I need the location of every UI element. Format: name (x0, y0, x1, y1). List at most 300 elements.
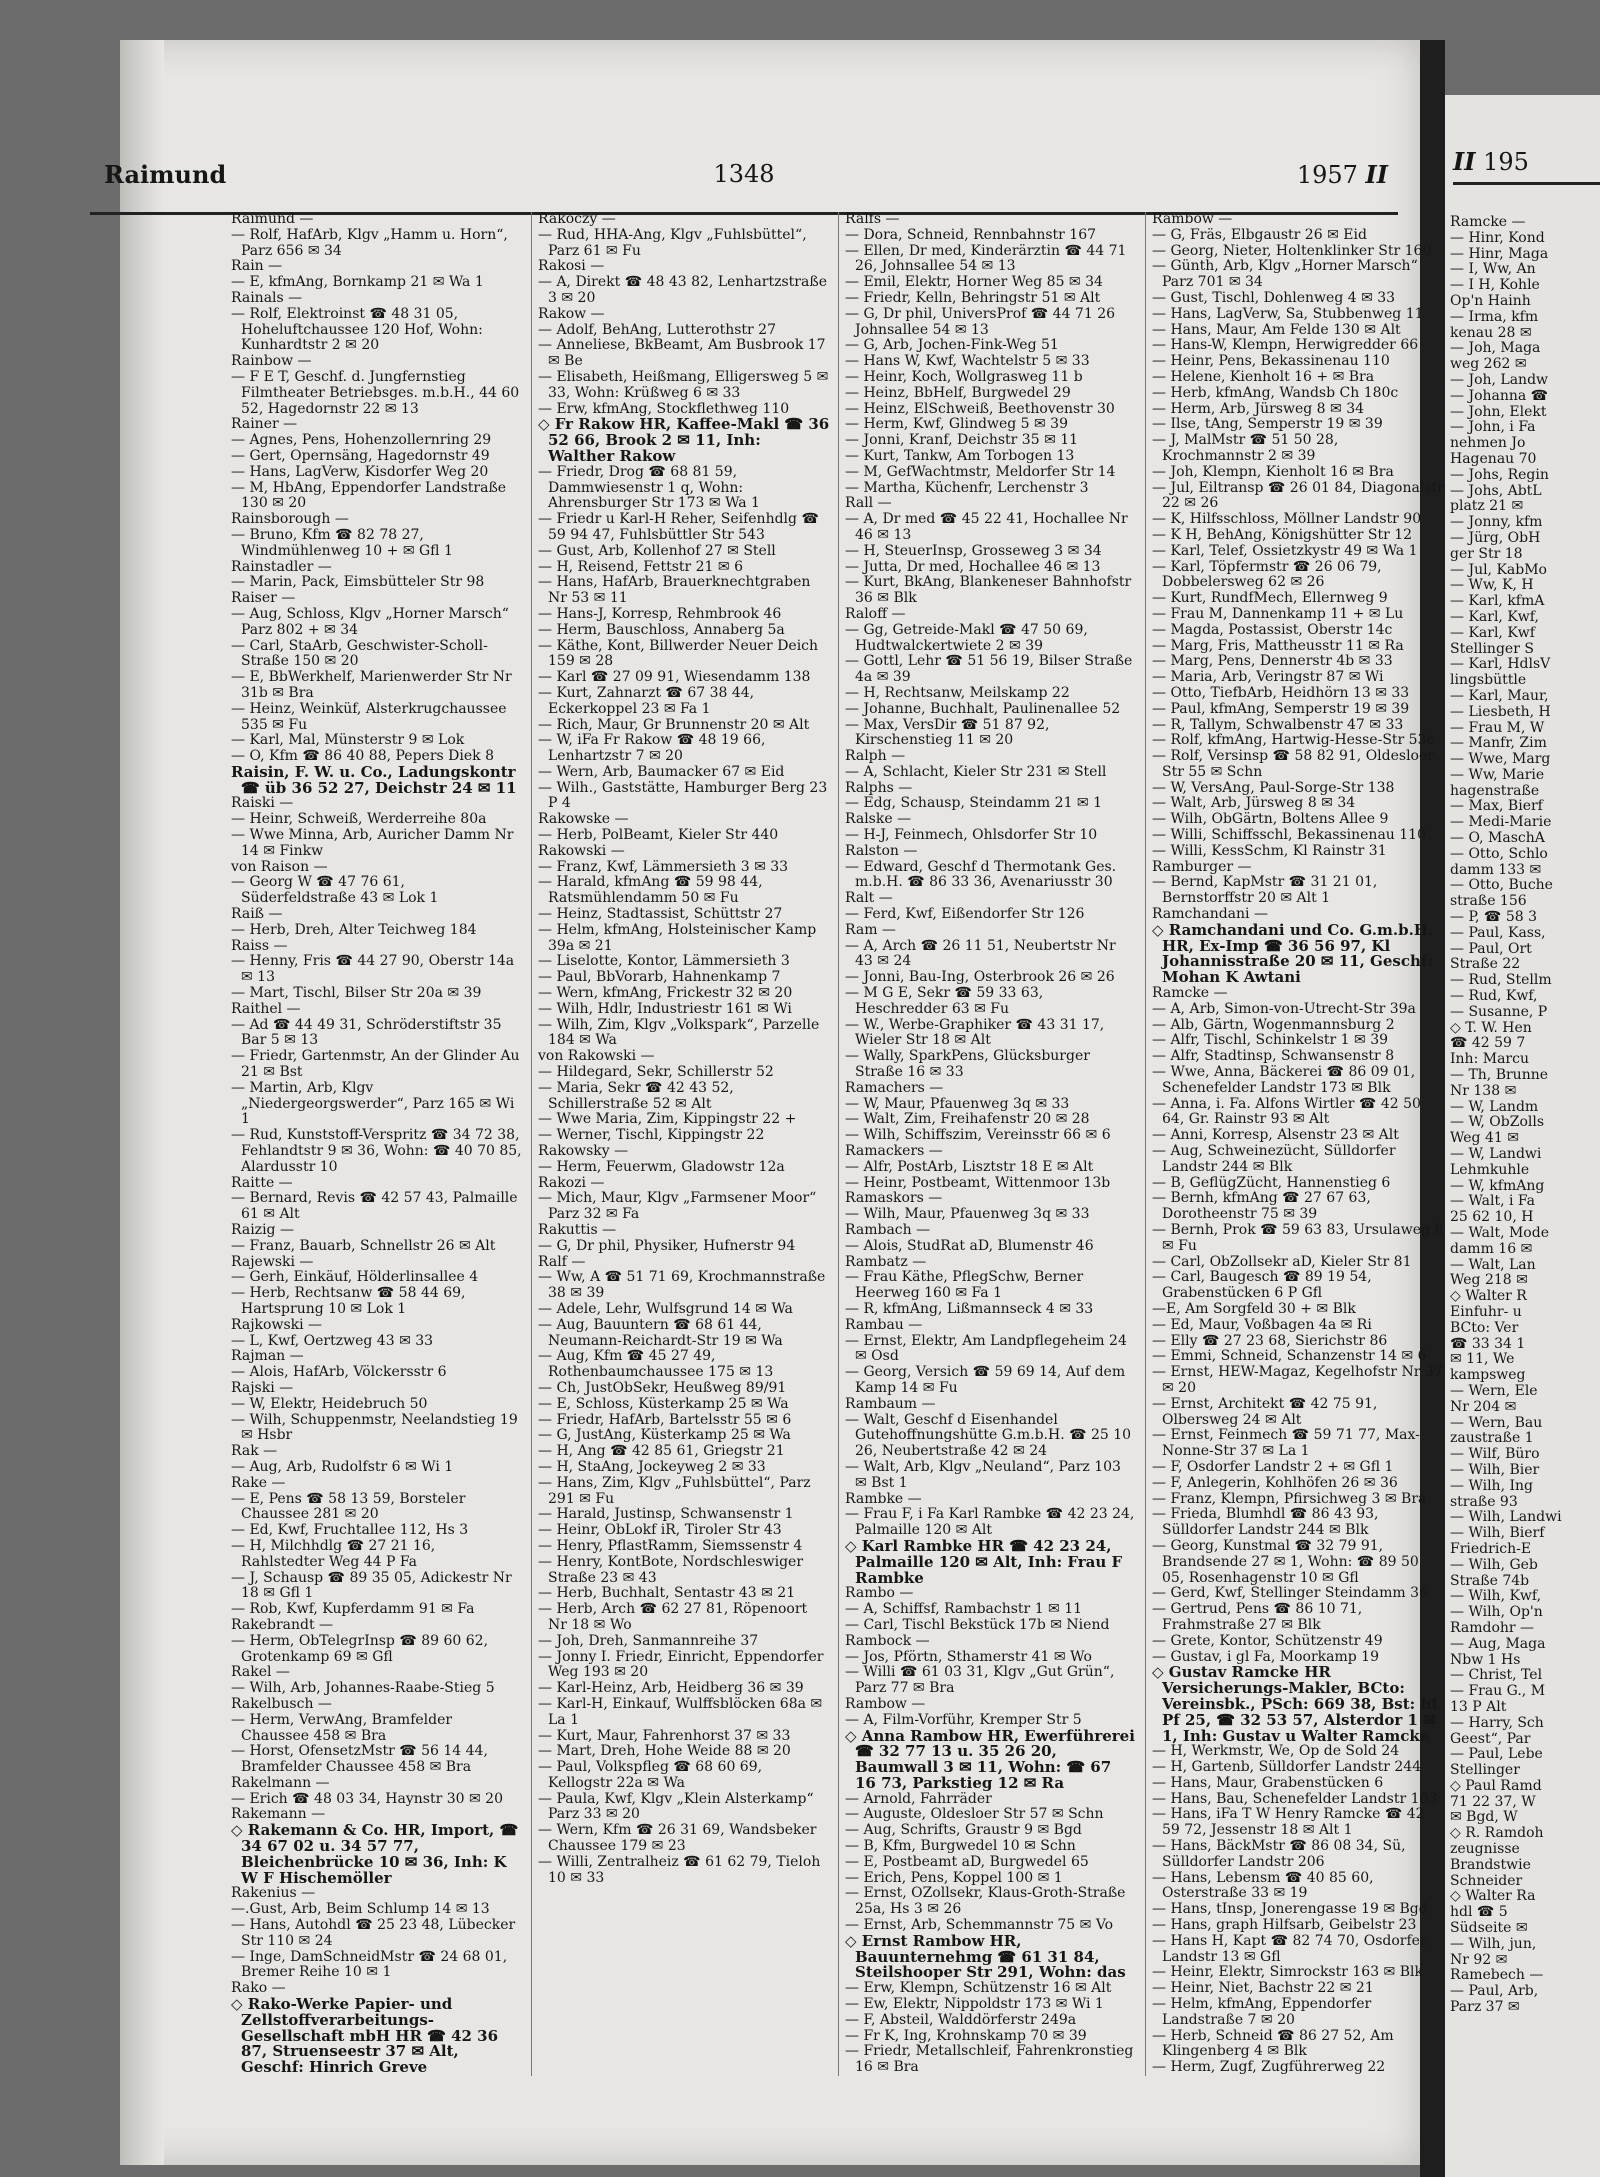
directory-entry: — Friedr, Gartenmstr, An der Glinder Au 21 ✉ Bst (231, 1048, 520, 1081)
directory-entry: Ramaskors — (845, 1190, 943, 1207)
directory-entry: — Heinr, Pens, Bekassinenau 110 (1152, 353, 1390, 370)
next-page-entry: ◇ Walter Ra (1450, 1888, 1536, 1905)
directory-entry: — Georg, Versich ☎ 59 69 14, Auf dem Kamp 14 ✉ Fu (845, 1364, 1126, 1396)
directory-entry: — Herb, Schneid ☎ 86 27 52, Am Klingenberg 4 ✉ Blk (1152, 2027, 1394, 2060)
directory-entry: — Ernst, Arb, Schemmannstr 75 ✉ Vo (845, 1917, 1114, 1934)
next-page-entry: Weg 41 ✉ (1450, 1130, 1519, 1147)
directory-entry: — Werner, Tischl, Kippingstr 22 (538, 1127, 765, 1144)
directory-entry: — Wilh, Schiffszim, Vereinsstr 66 ✉ 6 (845, 1127, 1111, 1144)
directory-entry: ◇ Karl Rambke HR ☎ 42 23 24, Palmaille 120 ✉ Alt, Inh: Frau F Rambke (845, 1536, 1123, 1587)
directory-entry: — Wilh, Maur, Pfauenweg 3q ✉ 33 (845, 1206, 1090, 1223)
directory-entry: — Hans, graph Hilfsarb, Geibelstr 23 (1152, 1917, 1417, 1934)
directory-entry: — Hans, LagVerw, Sa, Stubbenweg 11 (1152, 305, 1424, 322)
directory-entry: — Ernst, Elektr, Am Landpflegeheim 24 ✉ Osd (845, 1332, 1127, 1365)
next-page-entry: — Wwe, Marg (1450, 751, 1551, 768)
page-year: 1957 (1296, 161, 1358, 189)
directory-entry: — Karl-Heinz, Arb, Heidberg 36 ✉ 39 (538, 1680, 804, 1697)
directory-entry: — H, Milchhdlg ☎ 27 21 16, Rahlstedter Weg 44 P Fa (231, 1537, 436, 1570)
directory-entry: — Walt, Arb, Jürsweg 8 ✉ 34 (1152, 795, 1356, 812)
directory-entry: — Elisabeth, Heißmang, Elligersweg 5 ✉ 33, Wohn: Krüßweg 6 ✉ 33 (538, 368, 829, 401)
directory-entry: ◇ Ernst Rambow HR, Bauunternehmg ☎ 61 31 84, Steilshooper Str 291, Wohn: das (845, 1931, 1126, 1982)
directory-entry: — Ed, Kwf, Fruchtallee 112, Hs 3 (231, 1522, 469, 1539)
directory-entry: Rakel — (231, 1664, 290, 1681)
directory-entry: — Gust, Tischl, Dohlenweg 4 ✉ 33 (1152, 289, 1396, 306)
directory-entry: — Herb, Dreh, Alter Teichweg 184 (231, 921, 477, 938)
directory-entry: — Herb, PolBeamt, Kieler Str 440 (538, 827, 779, 844)
running-head: Raimund (104, 160, 227, 189)
next-page-entry: — Wern, Bau (1450, 1414, 1543, 1431)
next-page-entry: Nr 204 ✉ (1450, 1398, 1517, 1415)
page-number: 1348 (713, 160, 775, 188)
directory-entry: — A, Dr med ☎ 45 22 41, Hochallee Nr 46 ✉ 13 (845, 511, 1128, 543)
next-page-entry: — I H, Kohle (1450, 277, 1540, 294)
directory-entry: Ralston — (845, 842, 918, 859)
directory-entry: — M G E, Sekr ☎ 59 33 63, Heschredder 63 ✉ Fu (845, 985, 1044, 1017)
directory-entry: — Harald, Justinsp, Schwansenstr 1 (538, 1506, 794, 1523)
next-page-entry: 25 62 10, H (1450, 1209, 1534, 1226)
directory-entry: — Willi, Zentralheiz ☎ 61 62 79, Tieloh 10 ✉ 33 (538, 1853, 821, 1886)
next-page-entry: — Paul, Arb, (1450, 1983, 1539, 2000)
next-page-entry: damm 133 ✉ (1450, 861, 1542, 878)
directory-entry: — Elly ☎ 27 23 68, Sierichstr 86 (1152, 1332, 1388, 1349)
directory-entry: Rajewski — (231, 1253, 314, 1270)
directory-entry: — Ellen, Dr med, Kinderärztin ☎ 44 71 26, Johnsallee 54 ✉ 13 (845, 242, 1127, 275)
next-page-entry: — Hinr, Kond (1450, 229, 1545, 246)
directory-entry: — Paul, kfmAng, Semperstr 19 ✉ 39 (1152, 700, 1410, 717)
directory-entry: Ralfs — (845, 211, 900, 227)
directory-entry: — Heinr, Schweiß, Werderreihe 80a (231, 811, 487, 828)
directory-entry: — Hans W, Kwf, Wachtelstr 5 ✉ 33 (845, 353, 1090, 370)
directory-entry: Rajman — (231, 1348, 304, 1365)
directory-entry: — Wilh, ObGärtn, Boltens Allee 9 (1152, 811, 1389, 828)
directory-entry: — Heinz, BbHelf, Burgwedel 29 (845, 384, 1071, 401)
next-page-edge (1445, 95, 1600, 2177)
next-page-entry: nehmen Jo (1450, 435, 1526, 452)
next-page-entry: straße 93 (1450, 1493, 1518, 1510)
directory-entry: Ramachers — (845, 1079, 944, 1096)
directory-entry: Rajski — (231, 1379, 294, 1396)
directory-entry: — Grete, Kontor, Schützenstr 49 (1152, 1632, 1383, 1649)
directory-entry: — Harald, kfmAng ☎ 59 98 44, Ratsmühlendamm 50 ✉ Fu (538, 874, 763, 907)
directory-entry: Rambo — (845, 1585, 914, 1602)
directory-entry: — Ernst, OZollsekr, Klaus-Groth-Straße 25a, Hs 3 ✉ 26 (845, 1885, 1126, 1918)
directory-entry: — Wern, Kfm ☎ 26 31 69, Wandsbeker Chaussee 179 ✉ 23 (538, 1822, 817, 1855)
directory-entry: — Inge, DamSchneidMstr ☎ 24 68 01, Bremer Reihe 10 ✉ 1 (231, 1948, 508, 1981)
next-page-entry: Straße 74b (1450, 1572, 1530, 1589)
directory-entry: Ramcke — (1152, 985, 1228, 1002)
directory-entry: Rajkowski — (231, 1316, 323, 1333)
next-page-entry: — Ww, K, H (1450, 577, 1534, 594)
directory-entry: Rak — (231, 1443, 278, 1460)
directory-entry: — Johanne, Buchhalt, Paulinenallee 52 (845, 700, 1121, 717)
directory-columns (225, 212, 1444, 2076)
next-page-entry: ☎ 33 34 1 (1450, 1335, 1526, 1352)
directory-entry: — B, GeflügZücht, Hannenstieg 6 (1152, 1174, 1391, 1191)
directory-entry: — L, Kwf, Oertzweg 43 ✉ 33 (231, 1332, 434, 1349)
directory-entry: — Helm, kfmAng, Eppendorfer Landstraße 7 ✉ 20 (1152, 1996, 1372, 2028)
next-page-entry: — Wilf, Büro (1450, 1446, 1540, 1463)
directory-entry: Ralt — (845, 890, 893, 907)
directory-entry: — Herm, Feuerwm, Gladowstr 12a (538, 1158, 785, 1175)
directory-entry: — Hans, tInsp, Jonerengasse 19 ✉ Bgd (1152, 1901, 1428, 1918)
directory-column-1 (225, 212, 523, 2076)
directory-entry: — Marin, Pack, Eimsbütteler Str 98 (231, 574, 485, 591)
next-page-entry: — Rud, Stellm (1450, 972, 1552, 989)
next-page-entry: Inh: Marcu (1450, 1051, 1529, 1068)
directory-entry: — Ew, Elektr, Nippoldstr 173 ✉ Wi 1 (845, 1996, 1104, 2013)
directory-column-4 (1145, 212, 1444, 2076)
next-page-entry: — Manfr, Zim (1450, 735, 1547, 752)
directory-entry: — Wilh, Schuppenmstr, Neelandstieg 19 ✉ Hsbr (231, 1411, 518, 1444)
directory-entry: — Helene, Kienholt 16 + ✉ Bra (1152, 368, 1375, 385)
directory-entry: Raithel — (231, 1000, 301, 1017)
directory-entry: — Carl, ObZollsekr aD, Kieler Str 81 (1152, 1253, 1412, 1270)
directory-entry: Rainsborough — (231, 511, 349, 528)
next-page-entry: — Wilh, Kwf, (1450, 1588, 1542, 1605)
directory-entry: — Alois, StudRat aD, Blumenstr 46 (845, 1237, 1094, 1254)
directory-entry: — Erich, Pens, Koppel 100 ✉ 1 (845, 1869, 1063, 1886)
directory-entry: — Herm, ObTelegrInsp ☎ 89 60 62, Grotenkamp 69 ✉ Gfl (231, 1632, 489, 1665)
directory-entry: — Rolf, Versinsp ☎ 58 82 91, Oldesloer Str 55 ✉ Schn (1152, 748, 1434, 780)
directory-entry: — Frau M, Dannenkamp 11 + ✉ Lu (1152, 605, 1404, 622)
next-page-entry: ☎ 42 59 7 (1450, 1035, 1526, 1052)
directory-entry: — M, HbAng, Eppendorfer Landstraße 130 ✉ 20 (231, 479, 507, 512)
directory-entry: — Herm, VerwAng, Bramfelder Chaussee 458 ✉ Bra (231, 1711, 453, 1744)
directory-entry: ◇ Rako-Werke Papier- und Zellstoffverarbeitungs-Gesellschaft mbH HR ☎ 42 36 87, Struenseestr 37 ✉ Alt, Geschf: Hinrich Greve (231, 1995, 499, 2077)
directory-entry: — Willi, KessSchm, Kl Rainstr 31 (1152, 842, 1387, 859)
directory-entry: — Heinz, Weinküf, Alsterkrugchaussee 535 ✉ Fu (231, 700, 507, 733)
directory-entry: — Anni, Korresp, Alsenstr 23 ✉ Alt (1152, 1127, 1399, 1144)
directory-entry: — Hans, Maur, Grabenstücken 6 (1152, 1774, 1384, 1791)
directory-entry: Rakelbusch — (231, 1695, 332, 1712)
directory-entry: — Edward, Geschf d Thermotank Ges. m.b.H. ☎ 86 33 36, Avenariusstr 30 (845, 858, 1117, 891)
next-page-entry: — Medi-Marie (1450, 814, 1552, 831)
next-page-entry: Op'n Hainh (1450, 292, 1531, 309)
directory-entry: — Herb, kfmAng, Wandsb Ch 180c (1152, 384, 1399, 401)
next-page-entry: Friedrich-E (1450, 1540, 1532, 1557)
directory-entry: — Jul, Eiltransp ☎ 26 01 84, Diagonalstr 22 ✉ 26 (1152, 479, 1444, 512)
directory-entry: — Kurt, Maur, Fahrenhorst 37 ✉ 33 (538, 1727, 791, 1744)
directory-entry: — Paul, Volkspfleg ☎ 68 60 69, Kellogstr 22a ✉ Wa (538, 1759, 763, 1791)
next-page-entry: Nbw 1 Hs (1450, 1651, 1521, 1668)
directory-entry: — Hans, Maur, Am Felde 130 ✉ Alt (1152, 321, 1401, 338)
directory-entry: Rainer — (231, 416, 298, 433)
next-page-entry: Parz 37 ✉ (1450, 1999, 1520, 2016)
next-page-entry: — W, ObZolls (1450, 1114, 1545, 1131)
next-page-entry: — Wilh, Ing (1450, 1477, 1533, 1494)
directory-entry: — Edg, Schausp, Steindamm 21 ✉ 1 (845, 795, 1103, 812)
directory-entry: — Herb, Buchhalt, Sentastr 43 ✉ 21 (538, 1585, 796, 1602)
directory-entry: — Ch, JustObSekr, Heußweg 89/91 (538, 1379, 787, 1396)
next-page-entry: kenau 28 ✉ (1450, 324, 1532, 341)
directory-entry: — Walt, Geschf d Eisenhandel Gutehoffnungshütte G.m.b.H. ☎ 25 10 26, Neubertstraße 42 ✉ 24 (845, 1411, 1132, 1460)
next-page-entry: Lehmkuhle (1450, 1161, 1530, 1178)
next-page-entry: — Frau M, W (1450, 719, 1545, 736)
directory-entry: — Frieda, Blumhdl ☎ 86 43 93, Sülldorfer Landstr 244 ✉ Blk (1152, 1506, 1379, 1539)
directory-entry: — G, Arb, Jochen-Fink-Weg 51 (845, 337, 1059, 354)
directory-entry: — H, SteuerInsp, Grosseweg 3 ✉ 34 (845, 542, 1102, 559)
directory-entry: — Walt, Arb, Klgv „Neuland“, Parz 103 ✉ Bst 1 (845, 1458, 1121, 1491)
directory-entry: — Ad ☎ 44 49 31, Schröderstiftstr 35 Bar 5 ✉ 13 (231, 1016, 502, 1049)
directory-entry: Rakemann — (231, 1806, 326, 1823)
next-page-entry: Schneider (1450, 1872, 1523, 1889)
next-page-entry: — P, ☎ 58 3 (1450, 909, 1537, 926)
next-page-entry: Nr 92 ✉ (1450, 1951, 1508, 1968)
directory-entry: Raiser — (231, 590, 296, 607)
directory-entry: — Paula, Kwf, Klgv „Klein Alsterkamp“ Parz 33 ✉ 20 (538, 1790, 814, 1823)
next-page-entry: — Karl, Kwf, (1450, 608, 1539, 625)
next-page-entry: ◇ Paul Ramd (1450, 1777, 1542, 1794)
directory-entry: — A, Direkt ☎ 48 43 82, Lenhartzstraße 3 ✉ 20 (538, 274, 827, 306)
directory-entry: — Rud, Kunststoff-Verspritz ☎ 34 72 38, Fehlandtstr 9 ✉ 36, Wohn: ☎ 40 70 85, Alardusstr 10 (231, 1127, 522, 1175)
directory-entry: Rako — (231, 1980, 286, 1997)
directory-entry: — Karl, Töpfermstr ☎ 26 06 79, Dobbelersweg 62 ✉ 26 (1152, 558, 1382, 591)
directory-entry: Rakebrandt — (231, 1616, 334, 1633)
next-page-entry: — Jürg, ObH (1450, 529, 1541, 546)
directory-entry: — H, Gartenb, Sülldorfer Landstr 244 (1152, 1759, 1422, 1776)
directory-entry: — Paul, BbVorarb, Hahnenkamp 7 (538, 969, 781, 986)
directory-entry: — Kurt, RundfMech, Ellernweg 9 (1152, 590, 1388, 607)
directory-entry: — Henry, KontBote, Nordschleswiger Straße 23 ✉ 43 (538, 1553, 804, 1586)
directory-entry: — H, StaAng, Jockeyweg 2 ✉ 33 (538, 1458, 766, 1475)
directory-entry: — Emmi, Schneid, Schanzenstr 14 ✉ 6 (1152, 1348, 1427, 1365)
directory-entry: — Herm, Bauschloss, Annaberg 5a (538, 621, 785, 638)
directory-entry: Rakozi — (538, 1174, 605, 1191)
directory-entry: — Karl, Mal, Münsterstr 9 ✉ Lok (231, 732, 465, 749)
directory-entry: — Ernst, Architekt ☎ 42 75 91, Olbersweg 24 ✉ Alt (1152, 1395, 1378, 1428)
directory-entry: Ralph — (845, 748, 906, 765)
directory-entry: — G, Dr phil, UniversProf ☎ 44 71 26 Johnsallee 54 ✉ 13 (845, 305, 1116, 338)
directory-entry: — Friedr, Metallschleif, Fahrenkronstieg 16 ✉ Bra (845, 2043, 1134, 2076)
directory-entry: Rainstadler — (231, 558, 332, 575)
directory-entry: — Gertrud, Pens ☎ 86 10 71, Frahmstraße 27 ✉ Blk (1152, 1601, 1363, 1633)
directory-entry: — K, Hilfsschloss, Möllner Landstr 90 (1152, 511, 1422, 528)
directory-entry: — Heinr, Elektr, Simrockstr 163 ✉ Blk (1152, 1964, 1423, 1981)
directory-entry: Rakosi — (538, 258, 605, 275)
directory-entry: — Heinz, Stadtassist, Schüttstr 27 (538, 906, 783, 923)
directory-entry: Rakow — (538, 305, 605, 322)
directory-entry: — Rich, Maur, Gr Brunnenstr 20 ✉ Alt (538, 716, 810, 733)
directory-entry: — W, Maur, Pfauenweg 3q ✉ 33 (845, 1095, 1070, 1112)
directory-entry: — Henry, PflastRamm, Siemssenstr 4 (538, 1537, 803, 1554)
next-page-entry: — Th, Brunne (1450, 1067, 1549, 1084)
directory-entry: — Carl, Tischl Bekstück 17b ✉ Niend (845, 1616, 1110, 1633)
directory-entry: — Franz, Kwf, Lämmersieth 3 ✉ 33 (538, 858, 789, 875)
directory-entry: — E, kfmAng, Bornkamp 21 ✉ Wa 1 (231, 274, 484, 291)
directory-entry: Rall — (845, 495, 892, 512)
page-year-section (1297, 160, 1388, 189)
next-page-entry: — Walt, Lan (1450, 1256, 1536, 1273)
directory-entry: — Gottl, Lehr ☎ 51 56 19, Bilser Straße 4a ✉ 39 (845, 653, 1133, 686)
next-page-entry: hagenstraße (1450, 782, 1540, 799)
directory-entry: — Anna, i. Fa. Alfons Wirtler ☎ 42 50 64, Gr. Rainstr 93 ✉ Alt (1152, 1095, 1421, 1128)
directory-entry: — Bruno, Kfm ☎ 82 78 27, Windmühlenweg 10 + ✉ Gfl 1 (231, 526, 453, 559)
directory-entry: — H, Rechtsanw, Meilskamp 22 (845, 684, 1070, 701)
directory-entry: — Herm, Arb, Jürsweg 8 ✉ 34 (1152, 400, 1365, 417)
directory-entry: Ralf — (538, 1253, 586, 1270)
directory-entry: Raiski — (231, 795, 294, 812)
directory-entry: — Joh, Dreh, Sanmannreihe 37 (538, 1632, 759, 1649)
next-page-entry: — Wilh, Op'n (1450, 1604, 1543, 1621)
next-page-entry: — O, MaschA (1450, 830, 1545, 847)
next-page-entry: — Johanna ☎ (1450, 387, 1549, 404)
directory-entry: — Ferd, Kwf, Eißendorfer Str 126 (845, 906, 1085, 923)
directory-entry: — Bernd, KapMstr ☎ 31 21 01, Bernstorffstr 20 ✉ Alt 1 (1152, 874, 1378, 907)
next-page-entry: — Susanne, P (1450, 1003, 1548, 1020)
directory-entry: — Martin, Arb, Klgv „Niedergeorgswerder“, Parz 165 ✉ Wi 1 (231, 1079, 515, 1128)
next-page-entry: — Wilh, jun, (1450, 1935, 1537, 1952)
directory-entry: von Raison — (231, 858, 328, 875)
directory-entry: — Wilh, Arb, Johannes-Raabe-Stieg 5 (231, 1680, 495, 1697)
next-page-entry: — Joh, Maga (1450, 340, 1541, 357)
next-page-entry: — Johs, Regin (1450, 466, 1549, 483)
directory-entry: — Hans-W, Klempn, Herwigredder 66 (1152, 337, 1419, 354)
directory-entry: — Friedr u Karl-H Reher, Seifenhdlg ☎ 59 94 47, Fuhlsbüttler Str 543 (538, 511, 819, 543)
directory-entry: — Jutta, Dr med, Hochallee 46 ✉ 13 (845, 558, 1101, 575)
directory-entry: — Jonni, Bau-Ing, Osterbrook 26 ✉ 26 (845, 969, 1115, 986)
next-page-entry: — Rud, Kwf, (1450, 988, 1538, 1005)
directory-entry: — Wally, SparkPens, Glücksburger Straße 16 ✉ 33 (845, 1048, 1090, 1081)
directory-entry: — Rolf, Elektroinst ☎ 48 31 05, Hoheluftchaussee 120 Hof, Wohn: Kunhardtstr 2 ✉ 20 (231, 305, 483, 354)
next-page-section: II (1453, 147, 1476, 176)
next-page-entry: Nr 138 ✉ (1450, 1082, 1517, 1099)
next-page-entry: — Hinr, Maga (1450, 245, 1549, 262)
directory-entry: — Hans, iFa T W Henry Ramcke ☎ 42 59 72, Jessenstr 18 ✉ Alt 1 (1152, 1806, 1425, 1839)
directory-entry: — Heinr, ObLokf iR, Tiroler Str 43 (538, 1522, 782, 1539)
next-page-entry: — Karl, Kwf (1450, 624, 1535, 641)
next-page-entry: — Jonny, kfm (1450, 514, 1543, 531)
next-page-entry: — Wilh, Bier (1450, 1461, 1540, 1478)
directory-entry: — E, Schloss, Küsterkamp 25 ✉ Wa (538, 1395, 789, 1412)
directory-entry: — Ernst, Feinmech ☎ 59 71 77, Max-Nonne-Str 37 ✉ La 1 (1152, 1427, 1420, 1460)
directory-entry: — Rolf, kfmAng, Hartwig-Hesse-Str 53c (1152, 732, 1435, 749)
next-page-entry: zaustraße 1 (1450, 1430, 1534, 1447)
directory-entry: ◇ Ramchandani und Co. G.m.b.H. HR, Ex-Imp ☎ 36 56 97, Kl Johannisstraße 20 ✉ 11, Geschf: Mohan K Awtani (1152, 920, 1434, 987)
directory-entry: — F E T, Geschf. d. Jungfernstieg Filmtheater Betriebsges. m.b.H., 44 60 52, Hagedornstr 22 ✉ 13 (231, 368, 520, 417)
next-page-entry: — Paul, Ort (1450, 940, 1532, 957)
directory-entry: — Aug, Kfm ☎ 45 27 49, Rothenbaumchaussee 175 ✉ 13 (538, 1348, 774, 1381)
directory-entry: Rainals — (231, 289, 303, 306)
directory-entry: Rakowski — (538, 842, 625, 859)
directory-entry: — M, GefWachtmstr, Meldorfer Str 14 (845, 463, 1116, 480)
next-page-entry: — Johs, AbtL (1450, 482, 1542, 499)
directory-entry: Raisin, F. W. u. Co., Ladungskontr ☎ üb 36 52 27, Deichstr 24 ✉ 11 (231, 762, 517, 797)
directory-entry: — Herm, Kwf, Glindweg 5 ✉ 39 (845, 416, 1068, 433)
directory-entry: Ramburger — (1152, 858, 1252, 875)
directory-entry: — Arnold, Fahrräder (845, 1790, 992, 1807)
directory-entry: — Bernh, Prok ☎ 59 63 83, Ursulaweg 8 ✉ Fu (1152, 1222, 1444, 1254)
next-page-entry: ◇ T. W. Hen (1450, 1019, 1532, 1036)
directory-entry: — O, Kfm ☎ 86 40 88, Pepers Diek 8 (231, 748, 494, 765)
directory-entry: — Hans-J, Korresp, Rehmbrook 46 (538, 605, 782, 622)
directory-entry: — Adele, Lehr, Wulfsgrund 14 ✉ Wa (538, 1300, 793, 1317)
directory-entry: — Willi ☎ 61 03 31, Klgv „Gut Grün“, Parz 77 ✉ Bra (845, 1664, 1115, 1697)
next-page-entry: ✉ 11, We (1450, 1351, 1515, 1368)
next-page-entry: — Walt, Mode (1450, 1225, 1549, 1241)
next-page-entry: — Paul, Kass, (1450, 924, 1546, 941)
next-page-entry: Brandstwie (1450, 1856, 1531, 1873)
directory-entry: ◇ Rakemann & Co. HR, Import, ☎ 34 67 02 u. 34 57 77, Bleichenbrücke 10 ✉ 36, Inh: K W F Hischemöller (231, 1821, 519, 1887)
directory-entry: — Fr K, Ing, Krohnskamp 70 ✉ 39 (845, 2027, 1087, 2044)
directory-entry: — Jonni, Kranf, Deichstr 35 ✉ 11 (845, 432, 1079, 449)
directory-entry: Ram — (845, 921, 896, 938)
next-page-entry: Hagenau 70 (1450, 450, 1537, 467)
directory-entry: — R, Tallym, Schwalbenstr 47 ✉ 33 (1152, 716, 1404, 733)
directory-entry: — Hans, Autohdl ☎ 25 23 48, Lübecker Str 110 ✉ 24 (231, 1917, 516, 1949)
directory-entry: — H, Werkmstr, We, Op de Sold 24 (1152, 1743, 1400, 1760)
next-page-entry: — W, Landwi (1450, 1146, 1542, 1163)
directory-entry: — Bernard, Revis ☎ 42 57 43, Palmaille 61 ✉ Alt (231, 1190, 518, 1223)
directory-entry: — Ed, Maur, Voßbagen 4a ✉ Ri (1152, 1316, 1372, 1333)
directory-entry: Raitte — (231, 1174, 293, 1191)
directory-entry: — F, Anlegerin, Kohlhöfen 26 ✉ 36 (1152, 1474, 1398, 1491)
directory-entry: — W, iFa Fr Rakow ☎ 48 19 66, Lenhartzstr 7 ✉ 20 (538, 732, 766, 765)
next-page-entry: — Irma, kfm (1450, 308, 1539, 325)
directory-entry: — Gerd, Kwf, Stellinger Steindamm 36 (1152, 1585, 1428, 1602)
next-page-entry: Südseite ✉ (1450, 1920, 1528, 1937)
directory-entry: — F, Absteil, Walddörferstr 249a (845, 2011, 1077, 2028)
directory-entry: — Aug, Arb, Rudolfstr 6 ✉ Wi 1 (231, 1458, 454, 1475)
next-page-entry: — Otto, Buche (1450, 877, 1553, 894)
directory-entry: — Ernst, HEW-Magaz, Kegelhofstr Nr 37 ✉ 20 (1152, 1364, 1443, 1396)
next-page-entry: Ramdohr — (1450, 1619, 1535, 1636)
directory-entry: — Hans, BäckMstr ☎ 86 08 34, Sü, Sülldorfer Landstr 206 (1152, 1838, 1406, 1870)
next-page-entry: Straße 22 (1450, 956, 1521, 973)
next-page-entry: lingsbüttle (1450, 672, 1527, 689)
next-page-entry: platz 21 ✉ (1450, 498, 1524, 515)
directory-entry: — Mart, Tischl, Bilser Str 20a ✉ 39 (231, 985, 482, 1002)
next-page-entry: zeugnisse (1450, 1841, 1520, 1858)
directory-entry: — Marg, Pens, Dennerstr 4b ✉ 33 (1152, 653, 1393, 670)
directory-entry: — Aug, Schrifts, Graustr 9 ✉ Bgd (845, 1822, 1082, 1839)
next-page-entry: damm 16 ✉ (1450, 1240, 1533, 1257)
directory-entry: — Wwe Minna, Arb, Auricher Damm Nr 14 ✉ Finkw (231, 827, 514, 859)
directory-entry: — Horst, OfensetzMstr ☎ 56 14 44, Bramfelder Chaussee 458 ✉ Bra (231, 1743, 488, 1776)
directory-entry: — G, JustAng, Küsterkamp 25 ✉ Wa (538, 1427, 791, 1444)
directory-entry: —.Gust, Arb, Beim Schlump 14 ✉ 13 (231, 1901, 490, 1918)
directory-entry: — Dora, Schneid, Rennbahnstr 167 (845, 226, 1097, 243)
directory-entry: Raiss — (231, 937, 288, 954)
directory-entry: — Bernh, kfmAng ☎ 27 67 63, Dorotheenstr 75 ✉ 39 (1152, 1190, 1371, 1223)
directory-entry: — Georg W ☎ 47 76 61, Süderfeldstraße 43 ✉ Lok 1 (231, 874, 439, 907)
next-page-entry: ger Str 18 (1450, 545, 1523, 562)
directory-entry: — A, Schlacht, Kieler Str 231 ✉ Stell (845, 763, 1107, 780)
directory-entry: — W, VersAng, Paul-Sorge-Str 138 (1152, 779, 1395, 796)
directory-entry: — Walt, Zim, Freihafenstr 20 ✉ 28 (845, 1111, 1090, 1128)
directory-entry: Rambach — (845, 1222, 931, 1238)
next-page-entry: — Jul, KabMo (1450, 561, 1547, 578)
directory-entry: — H-J, Feinmech, Ohlsdorfer Str 10 (845, 827, 1098, 844)
next-page-entry: ✉ Bgd, W (1450, 1809, 1518, 1826)
directory-entry: — Gustav, i gl Fa, Moorkamp 19 (1152, 1648, 1380, 1665)
directory-entry: — Friedr, Kelln, Behringstr 51 ✉ Alt (845, 289, 1101, 306)
directory-entry: — R, kfmAng, Lißmannseck 4 ✉ 33 (845, 1300, 1094, 1317)
directory-entry: — Hans, Lebensm ☎ 40 85 60, Osterstraße 33 ✉ 19 (1152, 1869, 1374, 1902)
directory-entry: ◇ Fr Rakow HR, Kaffee-Makl ☎ 36 52 66, Brook 2 ✉ 11, Inh: Walther Rakow (538, 415, 830, 465)
directory-entry: Rakuttis — (538, 1222, 617, 1238)
directory-entry: — Georg, Nieter, Holtenklinker Str 160 (1152, 242, 1432, 259)
directory-entry: — Karl, Telef, Ossietzkystr 49 ✉ Wa 1 (1152, 542, 1418, 559)
directory-entry: — Franz, Bauarb, Schnellstr 26 ✉ Alt (231, 1237, 496, 1254)
directory-entry: — Alois, HafArb, Völckersstr 6 (231, 1364, 447, 1381)
directory-entry: — Kurt, Zahnarzt ☎ 67 38 44, Eckerkoppel 23 ✉ Fa 1 (538, 684, 755, 717)
directory-entry: Rakelmann — (231, 1774, 330, 1791)
directory-entry: — Jos, Pförtn, Sthamerstr 41 ✉ Wo (845, 1648, 1092, 1665)
directory-entry: — Hans, HafArb, Brauerknechtgraben Nr 53 ✉ 11 (538, 574, 811, 607)
directory-entry: — B, Kfm, Burgwedel 10 ✉ Schn (845, 1838, 1076, 1855)
next-page-entry: Weg 218 ✉ (1450, 1272, 1528, 1289)
directory-entry: Rakoczy — (538, 211, 616, 227)
